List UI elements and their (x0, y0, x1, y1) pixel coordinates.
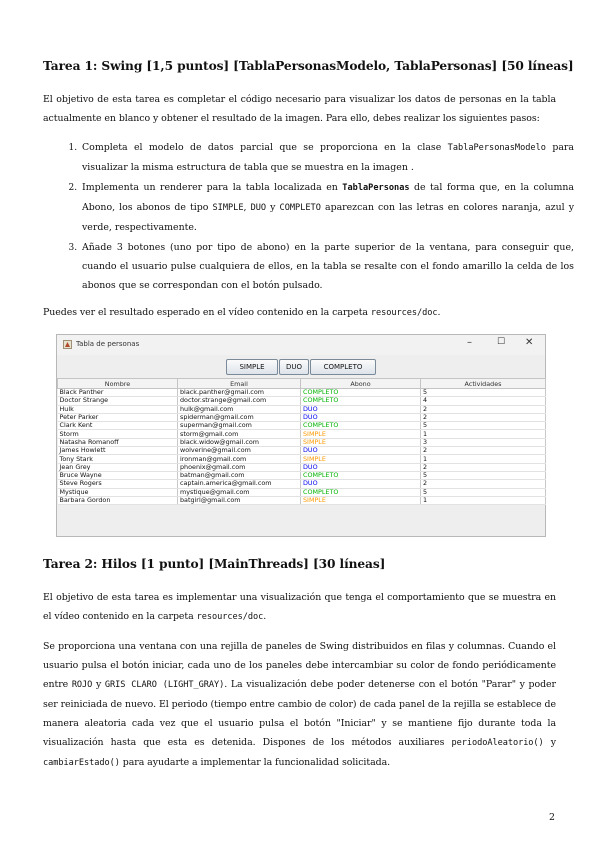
cell-actividades[interactable]: 2 (421, 463, 546, 471)
simple-button[interactable]: SIMPLE (226, 359, 278, 375)
cell-actividades[interactable]: 2 (421, 480, 546, 488)
cell-nombre[interactable]: Storm (58, 430, 178, 438)
cell-abono[interactable]: COMPLETO (301, 488, 421, 496)
cell-nombre[interactable]: Hulk (58, 405, 178, 413)
task2-paragraph-1: El objetivo de esta tarea es implementar una visualización que tenga el comportamiento que se muestra en el vídeo contenido en la carpeta resources/doc. (43, 592, 556, 622)
tabla-personas-window (56, 334, 546, 537)
cell-actividades[interactable]: 5 (421, 422, 546, 430)
table-row[interactable] (58, 463, 546, 471)
cell-actividades[interactable]: 5 (421, 389, 546, 397)
cell-actividades[interactable]: 5 (421, 471, 546, 479)
cell-email[interactable]: mystique@gmail.com (178, 488, 301, 496)
abono-button-bar (57, 356, 545, 378)
cell-abono[interactable]: DUO (301, 480, 421, 488)
task1-outro: Puedes ver el resultado esperado en el vídeo contenido en la carpeta resources/doc. (43, 307, 441, 318)
cell-abono[interactable]: SIMPLE (301, 438, 421, 446)
cell-email[interactable]: hulk@gmail.com (178, 405, 301, 413)
cell-abono[interactable]: DUO (301, 405, 421, 413)
cell-email[interactable]: phoenix@gmail.com (178, 463, 301, 471)
cell-email[interactable]: storm@gmail.com (178, 430, 301, 438)
cell-email[interactable]: black.widow@gmail.com (178, 438, 301, 446)
cell-abono[interactable]: SIMPLE (301, 496, 421, 504)
cell-email[interactable]: superman@gmail.com (178, 422, 301, 430)
cell-actividades[interactable]: 1 (421, 430, 546, 438)
task2-heading: Tarea 2: Hilos [1 punto] [MainThreads] [30 líneas] (43, 557, 386, 571)
cell-nombre[interactable]: Barbara Gordon (58, 496, 178, 504)
java-app-icon (63, 340, 72, 349)
task1-steps (62, 138, 574, 296)
cell-email[interactable]: spiderman@gmail.com (178, 413, 301, 421)
task1-step-1: 1. Completa el modelo de datos parcial que se proporciona en la clase TablaPersonasModelo para visualizar la misma estructura de tabla que se muestra en la imagen . (80, 138, 574, 177)
cell-email[interactable]: ironman@gmail.com (178, 455, 301, 463)
cell-abono[interactable]: COMPLETO (301, 389, 421, 397)
table-row[interactable] (58, 413, 546, 421)
cell-email[interactable]: doctor.strange@gmail.com (178, 397, 301, 405)
table-row[interactable] (58, 447, 546, 455)
table-row[interactable] (58, 422, 546, 430)
cell-actividades[interactable]: 5 (421, 488, 546, 496)
task1-step-2: 2. Implementa un renderer para la tabla localizada en TablaPersonas de tal forma que, en la columna Abono, los abonos de tipo SIMPLE, DUO y COMPLETO aparezcan con las letras en colores naranja, azul y verde, respectivamente. (80, 178, 574, 237)
cell-email[interactable]: batgirl@gmail.com (178, 496, 301, 504)
cell-abono[interactable]: DUO (301, 447, 421, 455)
table-row[interactable] (58, 397, 546, 405)
window-title: Tabla de personas (76, 340, 140, 348)
cell-nombre[interactable]: Mystique (58, 488, 178, 496)
page-number: 2 (549, 812, 555, 823)
task1-step-3: 3. Añade 3 botones (uno por tipo de abono) en la parte superior de la ventana, para conseguir que, cuando el usuario pulse cualquiera de ellos, en la tabla se resalte con el fondo amarillo la celda de los abonos que se correspondan con el botón pulsado. (80, 238, 574, 295)
cell-actividades[interactable]: 2 (421, 413, 546, 421)
table-row[interactable] (58, 430, 546, 438)
column-header-abono[interactable]: Abono (301, 379, 421, 389)
cell-nombre[interactable]: Black Panther (58, 389, 178, 397)
cell-abono[interactable]: SIMPLE (301, 430, 421, 438)
cell-nombre[interactable]: Jean Grey (58, 463, 178, 471)
cell-abono[interactable]: DUO (301, 463, 421, 471)
cell-nombre[interactable]: Steve Rogers (58, 480, 178, 488)
table-row[interactable] (58, 389, 546, 397)
cell-email[interactable]: black.panther@gmail.com (178, 389, 301, 397)
table-row[interactable] (58, 480, 546, 488)
cell-nombre[interactable]: Bruce Wayne (58, 471, 178, 479)
cell-nombre[interactable]: Doctor Strange (58, 397, 178, 405)
task1-heading: Tarea 1: Swing [1,5 puntos] [TablaPersonasModelo, TablaPersonas] [50 líneas] (43, 59, 574, 73)
window-title-bar (57, 335, 545, 355)
cell-actividades[interactable]: 1 (421, 496, 546, 504)
cell-actividades[interactable]: 2 (421, 447, 546, 455)
column-header-actividades[interactable]: Actividades (421, 379, 546, 389)
personas-table[interactable] (57, 378, 546, 505)
close-button[interactable]: ✕ (525, 337, 534, 348)
cell-nombre[interactable]: Clark Kent (58, 422, 178, 430)
cell-email[interactable]: wolverine@gmail.com (178, 447, 301, 455)
column-header-nombre[interactable]: Nombre (58, 379, 178, 389)
cell-actividades[interactable]: 3 (421, 438, 546, 446)
completo-button[interactable]: COMPLETO (310, 359, 376, 375)
cell-nombre[interactable]: Tony Stark (58, 455, 178, 463)
cell-abono[interactable]: COMPLETO (301, 422, 421, 430)
table-row[interactable] (58, 496, 546, 504)
table-row[interactable] (58, 438, 546, 446)
cell-email[interactable]: batman@gmail.com (178, 471, 301, 479)
table-header-row (58, 379, 546, 389)
cell-nombre[interactable]: Peter Parker (58, 413, 178, 421)
cell-nombre[interactable]: Natasha Romanoff (58, 438, 178, 446)
cell-actividades[interactable]: 1 (421, 455, 546, 463)
maximize-button[interactable]: ☐ (497, 337, 506, 347)
cell-abono[interactable]: SIMPLE (301, 455, 421, 463)
task2-paragraph-2: Se proporciona una ventana con una rejilla de paneles de Swing distribuidos en filas y columnas. Cuando el usuario pulsa el botón iniciar, cada uno de los paneles debe intercambiar su color de fondo periódicamente entre ROJO y GRIS CLARO (LIGHT_GRAY). La visualización debe poder detenerse con el botón "Parar" y poder ser reiniciada de nuevo. El periodo (tiempo entre cambio de color) de cada panel de la rejilla se establece de manera aleatoria cada vez que el usuario pulsa el botón "Iniciar" y se mantiene fijo durante toda la visualización hasta que esta es detenida. Dispones de los métodos auxiliares periodoAleatorio() y cambiarEstado() para ayudarte a implementar la funcionalidad solicitada. (43, 641, 556, 768)
task1-intro: El objetivo de esta tarea es completar el código necesario para visualizar los datos de personas en la tabla actualmente en blanco y obtener el resultado de la imagen. Para ello, debes realizar los siguientes pasos: (43, 94, 556, 124)
cell-nombre[interactable]: James Howlett (58, 447, 178, 455)
column-header-email[interactable]: Email (178, 379, 301, 389)
minimize-button[interactable]: – (467, 337, 472, 348)
cell-actividades[interactable]: 4 (421, 397, 546, 405)
cell-actividades[interactable]: 2 (421, 405, 546, 413)
cell-email[interactable]: captain.america@gmail.com (178, 480, 301, 488)
table-row[interactable] (58, 471, 546, 479)
duo-button[interactable]: DUO (279, 359, 309, 375)
cell-abono[interactable]: COMPLETO (301, 471, 421, 479)
table-row[interactable] (58, 488, 546, 496)
table-row[interactable] (58, 455, 546, 463)
cell-abono[interactable]: DUO (301, 413, 421, 421)
cell-abono[interactable]: COMPLETO (301, 397, 421, 405)
table-row[interactable] (58, 405, 546, 413)
